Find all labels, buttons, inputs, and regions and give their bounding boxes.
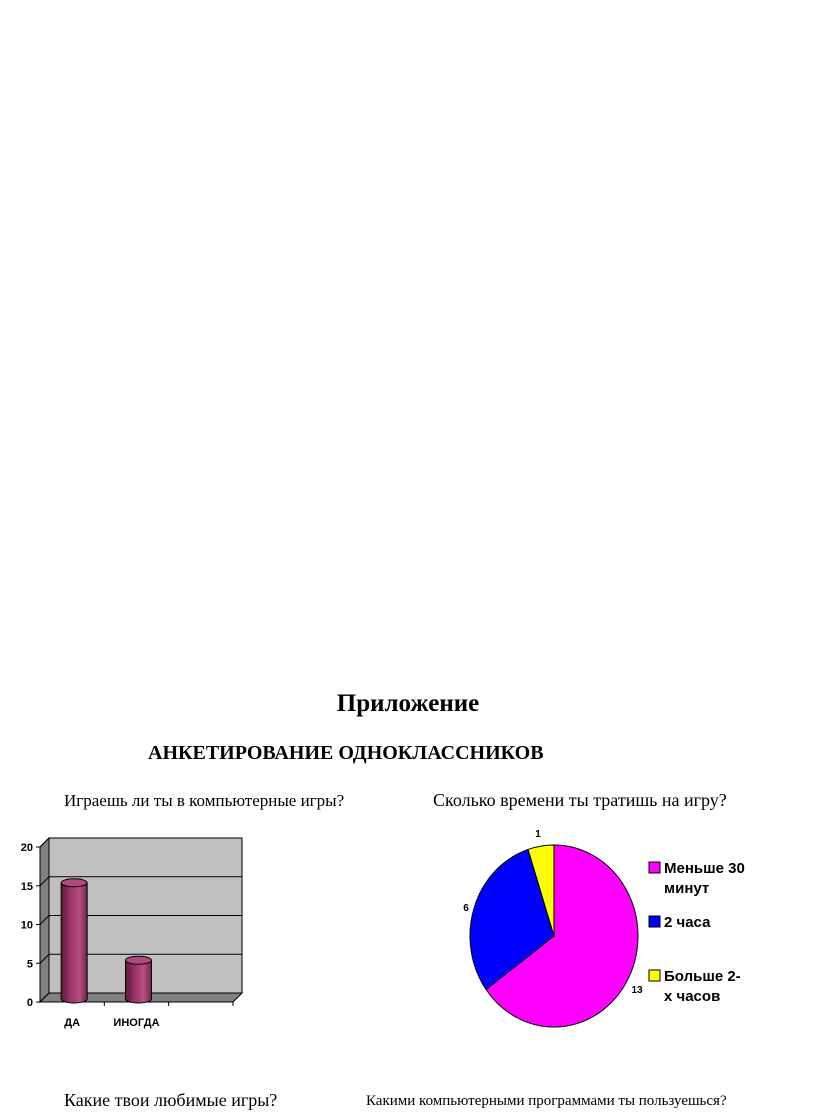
- legend-swatch-1: [649, 862, 660, 873]
- page-title: Приложение: [336, 690, 480, 717]
- legend-swatch-2: [649, 916, 660, 927]
- pie-value-label: 6: [463, 903, 469, 914]
- section-title: АНКЕТИРОВАНИЕ ОДНОКЛАССНИКОВ: [148, 742, 544, 764]
- legend-swatch-3: [649, 970, 660, 981]
- legend-label-3: Больше 2-: [664, 968, 741, 985]
- pie-value-label: 1: [535, 829, 541, 840]
- y-tick-label: 20: [20, 842, 33, 854]
- question-1: Играешь ли ты в компьютерные игры?: [64, 791, 345, 810]
- legend-label-3: х часов: [664, 988, 721, 1005]
- pie-value-label: 13: [631, 985, 643, 996]
- question-4: Какими компьютерными программами ты пользуешься?: [366, 1093, 727, 1109]
- x-tick-label: ДА: [64, 1017, 81, 1029]
- y-tick-label: 5: [26, 958, 33, 971]
- y-tick-label: 15: [20, 880, 33, 893]
- y-tick-label: 10: [20, 919, 33, 932]
- question-3: Какие твои любимые игры?: [64, 1090, 278, 1110]
- x-tick-label: ИНОГДА: [113, 1017, 160, 1029]
- legend-label-2: 2 часа: [664, 914, 711, 931]
- question-2: Сколько времени ты тратишь на игру?: [433, 790, 727, 810]
- legend-label-1: Меньше 30: [664, 860, 745, 877]
- y-tick-label: 0: [26, 997, 33, 1009]
- legend-label-1: минут: [664, 880, 710, 897]
